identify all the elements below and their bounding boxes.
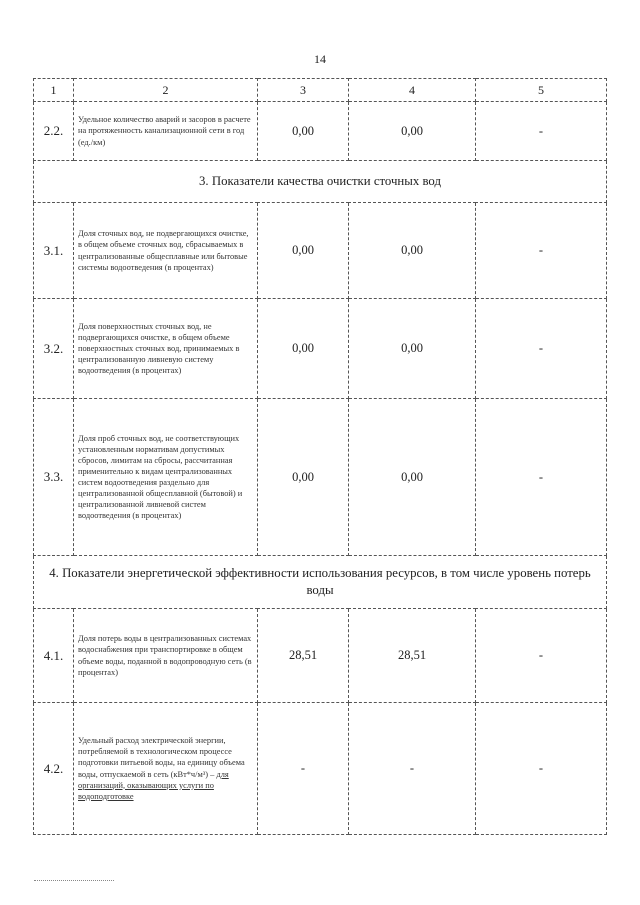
value-col3: 0,00 — [258, 102, 349, 161]
value-col4: - — [349, 703, 476, 835]
table-header-row — [34, 79, 607, 102]
row-number: 3.2. — [34, 299, 74, 399]
header-cell: 5 — [476, 79, 607, 102]
value-col3: 0,00 — [258, 203, 349, 299]
value-col5: - — [476, 203, 607, 299]
row-description-underlined: для организаций, оказывающих услуги по водоподготовке — [78, 769, 229, 801]
section-row — [34, 556, 607, 609]
value-col4: 0,00 — [349, 203, 476, 299]
row-description: Доля потерь воды в централизованных системах водоснабжения при транспортировке в общем объеме воды, поданной в водопроводную сеть (в процентах) — [74, 609, 258, 703]
row-description-text: Удельный расход электрической энергии, потребляемой в технологическом процессе подготовки питьевой воды, на единицу объема воды, отпускаемой в сеть (кВт*ч/м³) – — [78, 736, 245, 779]
row-description: Удельное количество аварий и засоров в расчете на протяженность канализационной сети в год (ед./км) — [74, 102, 258, 161]
value-col5: - — [476, 399, 607, 556]
row-description — [74, 703, 258, 835]
section-row — [34, 161, 607, 203]
value-col5: - — [476, 299, 607, 399]
header-cell: 3 — [258, 79, 349, 102]
table-row — [34, 703, 607, 835]
value-col4: 0,00 — [349, 102, 476, 161]
row-description: Доля сточных вод, не подвергающихся очистке, в общем объеме сточных вод, сбрасываемых в централизованные общесплавные или бытовые системы водоотведения (в процентах) — [74, 203, 258, 299]
indicators-table — [33, 78, 607, 835]
page-number: 14 — [314, 52, 326, 66]
header-cell: 1 — [34, 79, 74, 102]
value-col5: - — [476, 102, 607, 161]
value-col4: 0,00 — [349, 299, 476, 399]
value-col5: - — [476, 703, 607, 835]
row-description: Доля проб сточных вод, не соответствующих установленным нормативам допустимых сбросов, лимитам на сбросы, рассчитанная применительно к видам централизованных систем водоотведения раздельно для централизованной общесплавной (бытовой) и централизованной ливневой систем водоотведения (в процентах) — [74, 399, 258, 556]
value-col3: 0,00 — [258, 299, 349, 399]
table-row — [34, 203, 607, 299]
value-col3: 0,00 — [258, 399, 349, 556]
value-col4: 0,00 — [349, 399, 476, 556]
section-title: 4. Показатели энергетической эффективности использования ресурсов, в том числе уровень потерь воды — [34, 556, 607, 609]
value-col5: - — [476, 609, 607, 703]
value-col3: - — [258, 703, 349, 835]
table-row — [34, 102, 607, 161]
table-row — [34, 609, 607, 703]
table-row — [34, 399, 607, 556]
row-number: 4.1. — [34, 609, 74, 703]
footer-divider — [34, 880, 114, 881]
row-description: Доля поверхностных сточных вод, не подвергающихся очистке, в общем объеме поверхностных сточных вод, принимаемых в централизованную ливневую систему водоотведения (в процентах) — [74, 299, 258, 399]
table-row — [34, 299, 607, 399]
row-number: 3.3. — [34, 399, 74, 556]
header-cell: 2 — [74, 79, 258, 102]
value-col3: 28,51 — [258, 609, 349, 703]
row-number: 3.1. — [34, 203, 74, 299]
row-number: 4.2. — [34, 703, 74, 835]
value-col4: 28,51 — [349, 609, 476, 703]
header-cell: 4 — [349, 79, 476, 102]
section-title: 3. Показатели качества очистки сточных вод — [34, 161, 607, 203]
row-number: 2.2. — [34, 102, 74, 161]
